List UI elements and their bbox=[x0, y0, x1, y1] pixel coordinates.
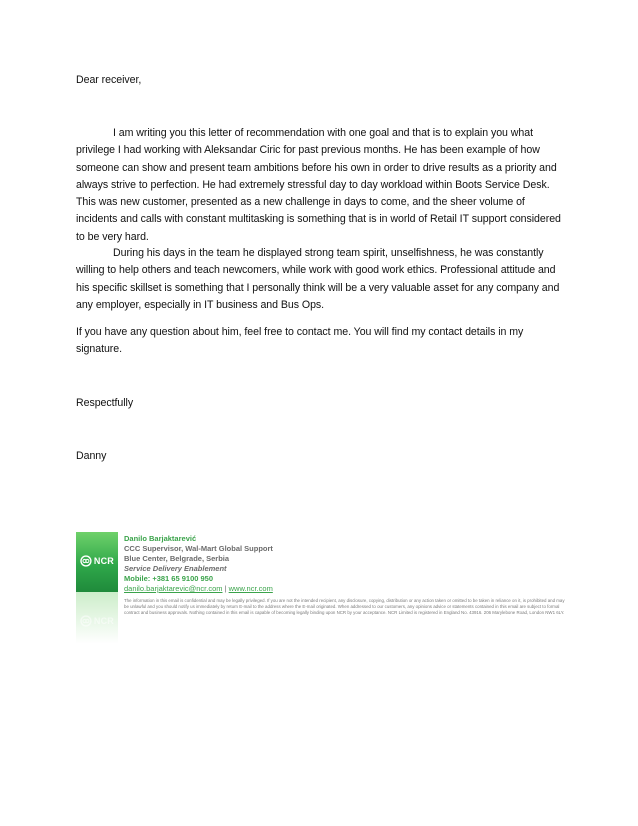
ncr-logo-reflected bbox=[80, 614, 114, 628]
signature-phone: Mobile: +381 65 9100 950 bbox=[124, 574, 214, 583]
signature-details bbox=[124, 534, 564, 594]
ncr-logo bbox=[80, 554, 114, 568]
paragraph-contact: If you have any question about him, feel free to contact me. You will find my contact details in my signature. bbox=[76, 326, 524, 356]
paragraph-recommendation: I am writing you this letter of recommendation with one goal and that is to explain you what privilege I had working with Aleksandar Ciric for past previous months. He has been example of how someone can show and present team ambitions before his own in order to drive results as a priority and always strive to perfection. He had extremely stressful day to day workload within Boots Service Desk. This was new customer, presented as a new challenge in days to come, and the sheer volume of incidents and calls with constant multitasking is something that is in world of Retail IT support considered to be very hard. bbox=[76, 127, 561, 243]
signature-email-link[interactable]: danilo.barjaktarevic@ncr.com bbox=[124, 584, 223, 593]
ncr-logo-text: NCR bbox=[93, 556, 114, 566]
signature-unit: Service Delivery Enablement bbox=[124, 564, 227, 573]
signer-name: Danny bbox=[76, 450, 107, 462]
signature-location: Blue Center, Belgrade, Serbia bbox=[124, 554, 230, 563]
signature-name: Danilo Barjaktarević bbox=[124, 534, 197, 543]
ncr-logo-icon bbox=[80, 555, 92, 567]
closing: Respectfully bbox=[76, 397, 134, 409]
signature-website-link[interactable]: www.ncr.com bbox=[228, 584, 273, 593]
ncr-logo-reflected-text: NCR bbox=[93, 616, 114, 626]
salutation: Dear receiver, bbox=[76, 74, 142, 86]
signature-links bbox=[124, 584, 564, 594]
paragraph-team-spirit: During his days in the team he displayed strong team spirit, unselfishness, he was constantly willing to help others and teach newcomers, while work with good work ethics. Professional attitude and his specific skillset is something that I personally think will be a very valuable asset for any company and any employer, especially in IT business and Bus Ops. bbox=[76, 247, 560, 311]
signature-disclaimer: The information in this email is confidential and may be legally privileged. If you are not the intended recipient, any disclosure, copying, distribution or any action taken or omitted to be taken in reliance on it, is prohibited and may be unlawful and you should notify us immediately by return E-mail to the address where the E-mail originated. When addressed to our customers, any opinions advice or statements contained in this email are subject to formal contract and business approvals. Nothing contained in this email is capable of becoming legally binding upon NCR by your acceptance. NCR Limited is registered in England No. 43916. 206 Marylebone Road, London NW1 6LY. bbox=[124, 598, 565, 616]
ncr-logo-reflected-icon bbox=[80, 615, 92, 627]
email-signature bbox=[76, 532, 566, 644]
signature-title: CCC Supervisor, Wal-Mart Global Support bbox=[124, 544, 273, 553]
signature-separator: | bbox=[224, 584, 227, 593]
